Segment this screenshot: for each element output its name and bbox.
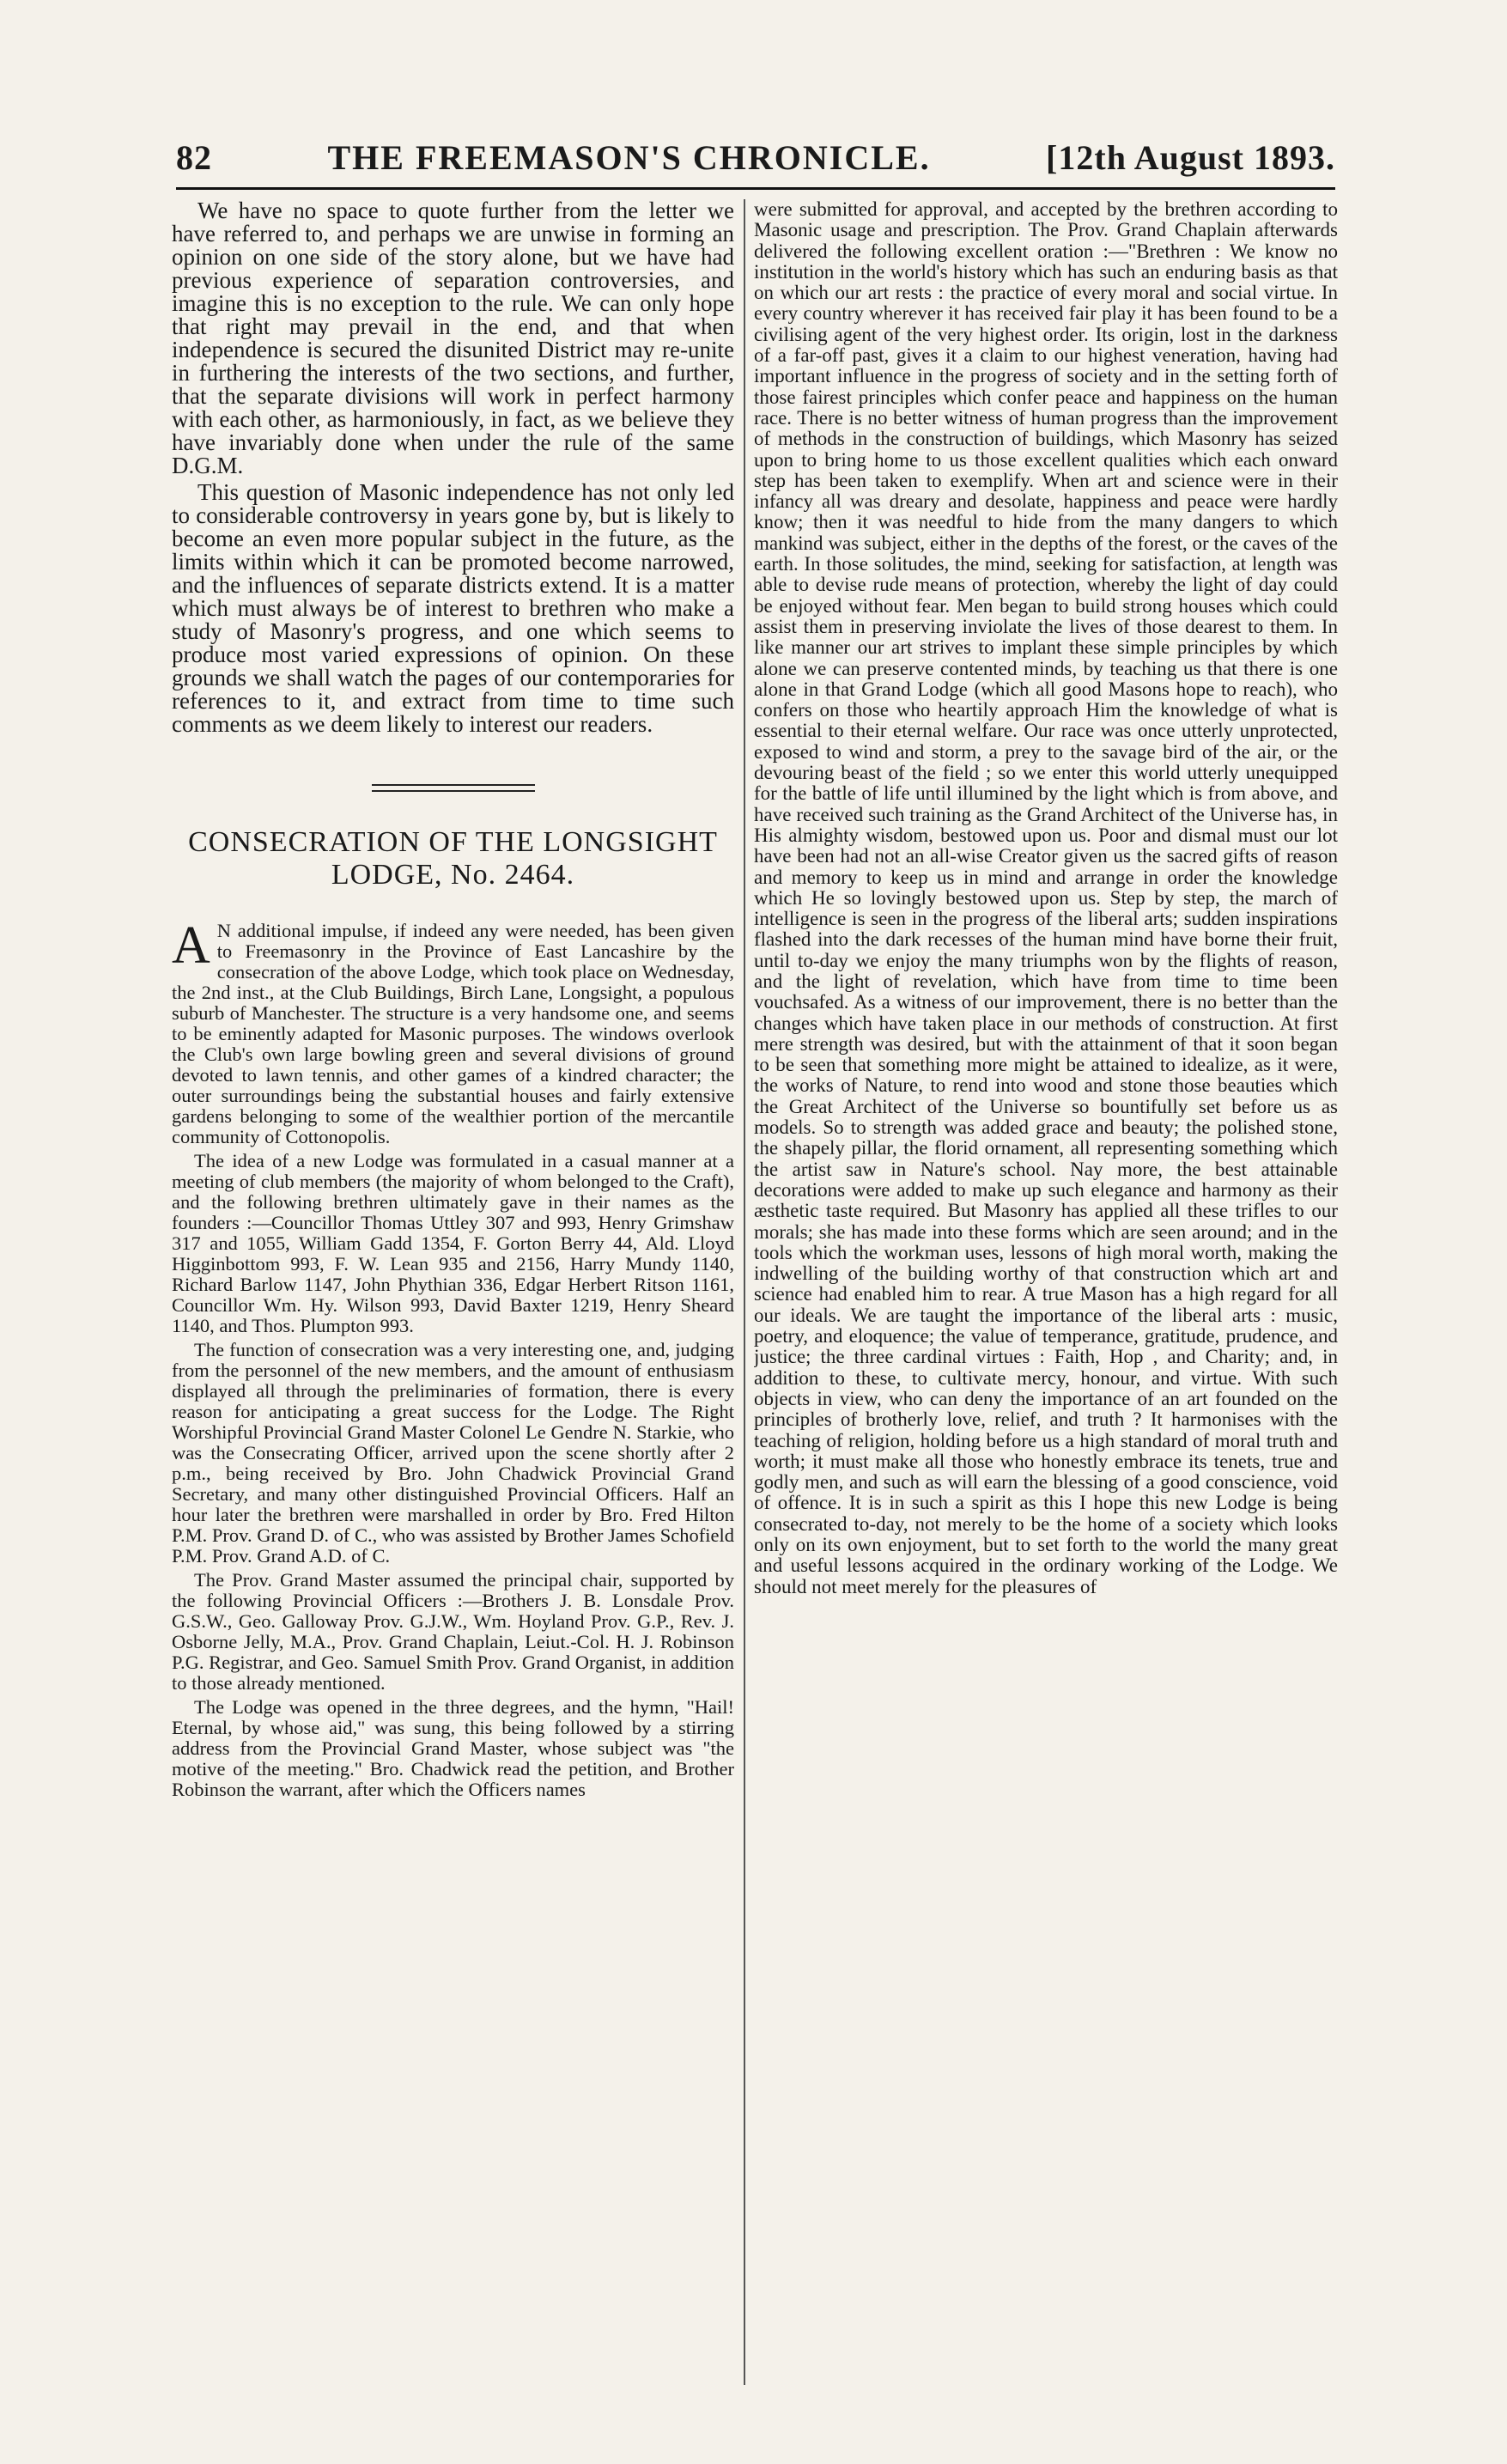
page-number: 82 <box>176 138 212 177</box>
oration-paragraph: were submitted for approval, and accepted by the brethren according to Masonic usage and prescription. The Prov. Grand Chaplain afterwards delivered the following excellent oration :—"Brethren : We know no institution in the world's history which has such an enduring basis as that on which our art rests : the practice of every moral and social virtue. In every country wherever it has received fair play it has been found to be a civilising agent of the very highest order. Its origin, lost in the darkness of a far-off past, gives it a claim to our highest veneration, having had important influence in the progress of society and in the setting forth of those fairest principles which confer peace and happiness on the human race. There is no better witness of human progress than the improvement of methods in the construction of buildings, which Masonry has seized upon to bring home to us those excellent qualities which each onward step has been taken to exemplify. When art and science were in their infancy all was dreary and desolate, happiness and peace were hardly know; then it was needful to hide from the many dangers to which mankind was subject, either in the depths of the forest, or the caves of the earth. In those solitudes, the mind, seeking for satisfaction, at length was able to devise rude means of protection, whereby the light of day could be enjoyed without fear. Men began to build strong houses which could assist them in preserving inviolate the lives of those dearest to them. In like manner our art strives to implant these simple principles by which alone we can preserve contented minds, by teaching us that there is one alone in that Grand Lodge (which all good Masons hope to reach), who confers on those who heartily approach Him the knowledge of what is essential to their eternal welfare. Our race was once utterly unprotected, exposed to wind and storm, a prey to the savage bird of the air, or the devouring beast of the field ; so we enter this world utterly unequipped for the battle of life until illumined by the light which is from above, and have received such training as the Grand Architect of the Universe has, in His almighty wisdom, bestowed upon us. Poor and dismal must our lot have been had not an all-wise Creator given us the sacred gifts of reason and memory to keep us in mind and arrange in order the knowledge which He so lovingly bestowed upon us. Step by step, the march of intelligence is seen in the progress of the liberal arts; sudden inspirations flashed into the dark recesses of the human mind have borne their fruit, until to-day we enjoy the many triumphs won by the flights of reason, and the light of revelation, which have from time to time been vouchsafed. As a witness of our improvement, there is no better than the changes which have taken place in our methods of construction. At first mere strength was desired, but with the attainment of that it soon began to be seen that something more might be attained to idealize, as it were, the works of Nature, to rend into wood and stone those beauties which the Great Architect of the Universe so bountifully set before us as models. So to strength was added grace and beauty; the polished stone, the shapely pillar, the florid ornament, all representing something which the artist saw in Nature's school. Nay more, the best attainable decorations were added to make up such elegance and harmony as their æsthetic taste required. But Masonry has applied all these trifles to our morals; she has made into these forms which are seen around; and in the tools which the workman uses, lessons of high moral worth, making the indwelling of the building worthy of that construction which art and science had enabled him to rear. A true Mason has a high regard for all our ideals. We are taught the importance of the liberal arts : music, poetry, and eloquence; the value of temperance, gratitude, prudence, and justice; the three cardinal virtues : Faith, Hop , and Charity; and, in addition to these, to cultivate mercy, honour, and virtue. With such objects in view, who can deny the importance of an art founded on the principles of brotherly love, relief, and truth ? It harmonises with the teaching of religion, holding before us a high standard of moral truth and worth; it must make all those who honestly embrace its tenets, true and godly men, and such as will earn the blessing of a good conscience, void of offence. It is in such a spirit as this I hope this new Lodge is being consecrated to-day, not merely to be the home of a society which looks only on its own enjoyment, but to set forth to the world the many great and useful lessons acquired in the ordinary working of the Lodge. We should not meet merely for the pleasures of <box>754 199 1338 1597</box>
column-divider <box>744 199 745 2385</box>
editorial-paragraph: We have no space to quote further from the letter we have referred to, and perhaps we are unwise in forming an opinion on one side of the story alone, but we have had previous experience of separation controversies, and imagine this is no exception to the rule. We can only hope that right may prevail in the end, and that when independence is secured the disunited District may re-unite in furthering the interests of the two sections, and further, that the separate divisions will work in perfect harmony with each other, as harmoniously, in fact, as we believe they have invariably done when under the rule of the same D.G.M. <box>172 199 734 478</box>
article-paragraph <box>172 916 734 1147</box>
editorial-paragraph: This question of Masonic independence has not only led to considerable controversy in years gone by, but is likely to become an even more popular subject in the future, as the limits within which it can be promoted become narrowed, and the influences of separate districts extend. It is a matter which must always be of interest to brethren who make a study of Masonry's progress, and one which seems to produce most varied expressions of opinion. On these grounds we shall watch the pages of our contemporaries for references to it, and extract from time to time such comments as we deem likely to interest our readers. <box>172 479 734 737</box>
right-column <box>754 199 1338 2398</box>
article-heading <box>172 826 734 891</box>
article-paragraph: The Lodge was opened in the three degrees, and the hymn, "Hail! Eternal, by whose aid," was sung, this being followed by a stirring address from the Provincial Grand Master, whose subject was "the motive of the meeting." Bro. Chadwick read the petition, and Brother Robinson the warrant, after which the Officers names <box>172 1696 734 1800</box>
article-paragraph: The Prov. Grand Master assumed the principal chair, supported by the following Provincial Officers :—Brothers J. B. Lonsdale Prov. G.S.W., Geo. Galloway Prov. G.J.W., Wm. Hoyland Prov. G.P., Rev. J. Osborne Jelly, M.A., Prov. Grand Chaplain, Leiut.-Col. H. J. Robinson P.G. Registrar, and Geo. Samuel Smith Prov. Grand Organist, in addition to those already mentioned. <box>172 1569 734 1694</box>
page-header <box>176 137 1335 179</box>
issue-date: [12th August 1893. <box>1046 138 1335 177</box>
left-column <box>172 199 734 2398</box>
publication-title: THE FREEMASON'S CHRONICLE. <box>327 138 931 177</box>
drop-cap: A <box>172 916 210 975</box>
article-heading-line: LODGE, No. 2464. <box>331 859 575 891</box>
section-separator <box>372 784 535 792</box>
article-heading-line: CONSECRATION OF THE LONGSIGHT <box>188 826 718 858</box>
article-paragraph-text: N additional impulse, if indeed any were needed, has been given to Freemasonry in the Province of East Lancashire by the consecration of the above Lodge, which took place on Wednesday, the 2nd inst., at the Club Buildings, Birch Lane, Longsight, a populous suburb of Manchester. The structure is a very handsome one, and seems to be eminently adapted for Masonic purposes. The windows overlook the Club's own large bowling green and several divisions of ground devoted to lawn tennis, and other games of a kindred character; the outer surroundings being the substantial houses and fairly extensive gardens belonging to some of the wealthier portion of the mercantile community of Cottonopolis. <box>172 920 734 1147</box>
article-paragraph: The idea of a new Lodge was formulated in a casual manner at a meeting of club members (the majority of whom belonged to the Craft), and the following brethren ultimately gave in their names as the founders :—Councillor Thomas Uttley 307 and 993, Henry Grimshaw 317 and 1055, William Gadd 1354, F. Gorton Berry 44, Ald. Lloyd Higginbottom 993, F. W. Lean 935 and 2156, Harry Mundy 1140, Richard Barlow 1147, John Phythian 336, Edgar Herbert Ritson 1161, Councillor Wm. Hy. Wilson 993, David Baxter 1219, Henry Sheard 1140, and Thos. Plumpton 993. <box>172 1150 734 1336</box>
header-rule <box>176 187 1335 190</box>
article-paragraph: The function of consecration was a very interesting one, and, judging from the personnel of the new members, and the amount of enthusiasm displayed all through the preliminaries of formation, there is every reason for anticipating a great success for the Lodge. The Right Worshipful Provincial Grand Master Colonel Le Gendre N. Starkie, who was the Consecrating Officer, arrived upon the scene shortly after 2 p.m., being received by Bro. John Chadwick Provincial Grand Secretary, and many other distinguished Provincial Officers. Half an hour later the brethren were marshalled in order by Bro. Fred Hilton P.M. Prov. Grand D. of C., who was assisted by Brother James Schofield P.M. Prov. Grand A.D. of C. <box>172 1339 734 1567</box>
